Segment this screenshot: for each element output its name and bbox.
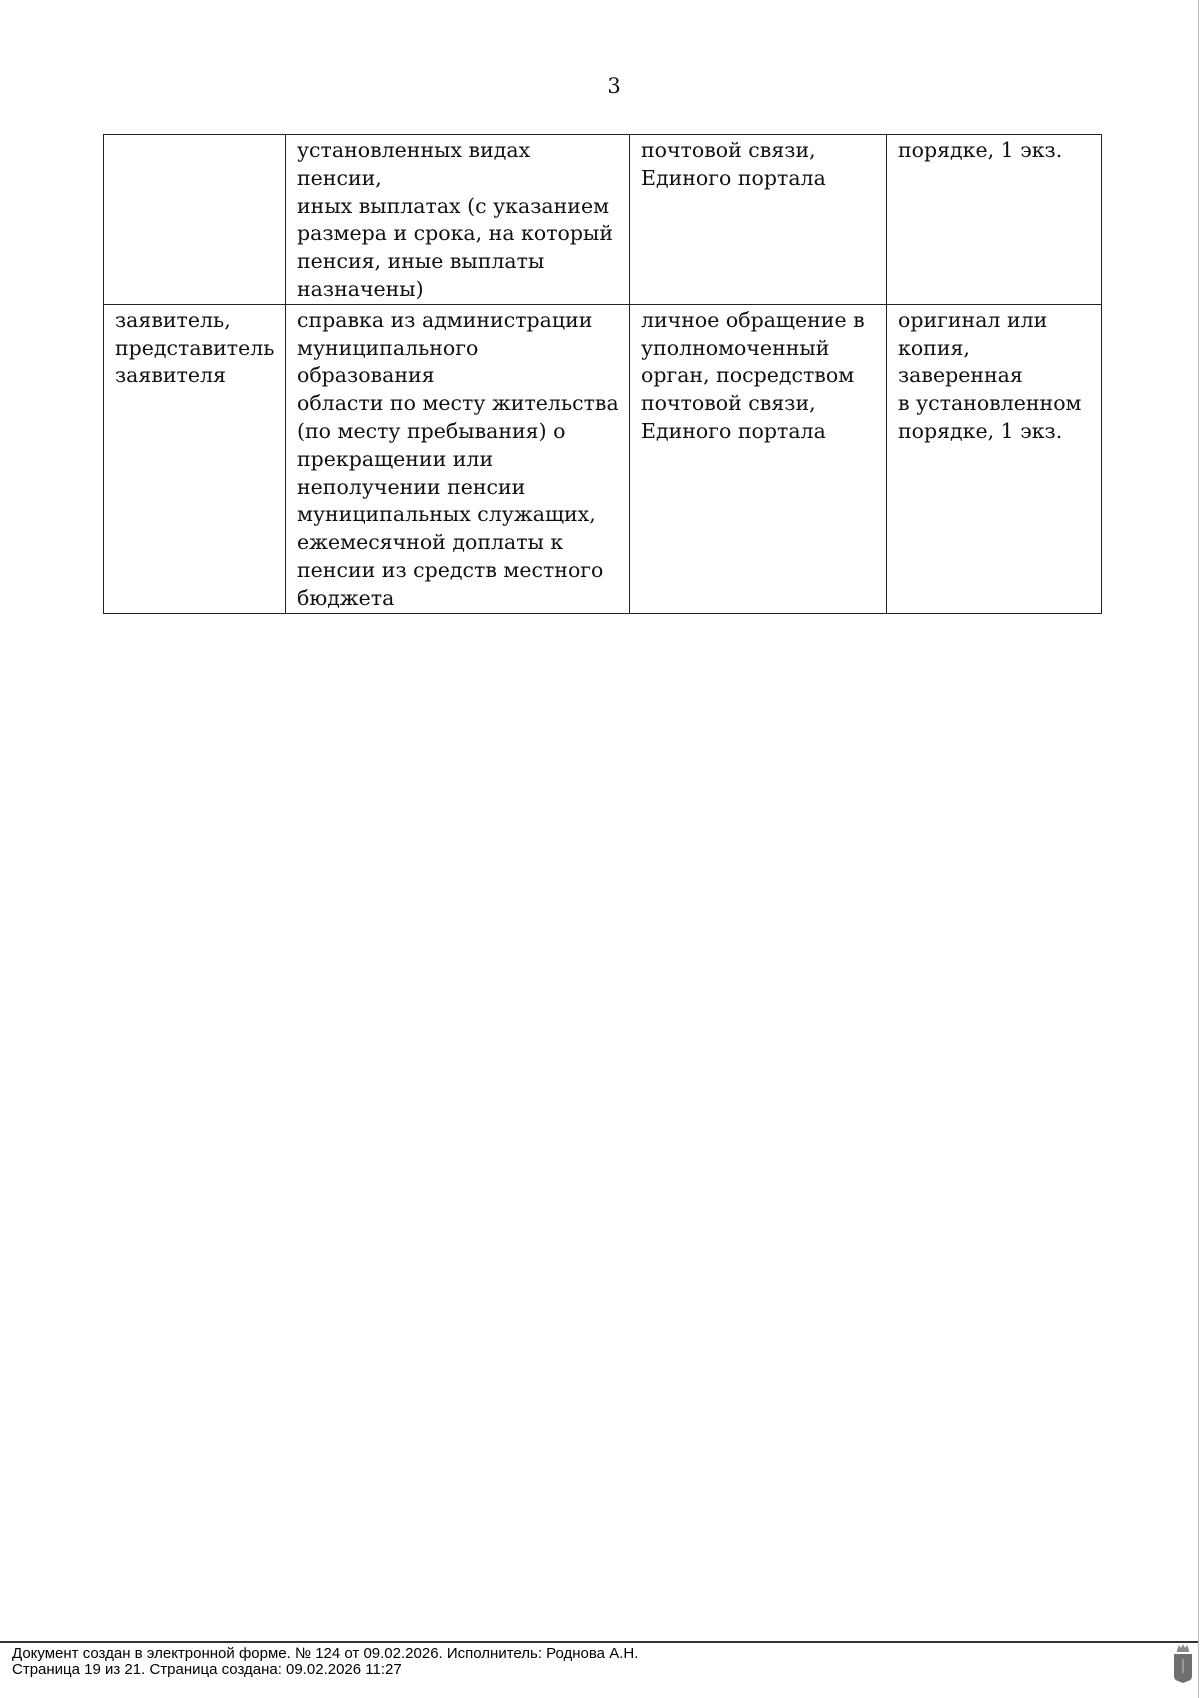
document-footer [12, 1646, 638, 1678]
applicant-cell: заявитель, представитель заявителя [104, 304, 286, 613]
table-row [104, 135, 1102, 305]
applicant-cell [104, 135, 286, 305]
document-cell: установленных видах пенсии, иных выплатах (с указанием размера и срока, на который пенсия, иные выплаты назначены) [286, 135, 630, 305]
documents-table [103, 134, 1102, 614]
footer-divider [0, 1641, 1198, 1643]
table-row [104, 304, 1102, 613]
page-edge [1198, 0, 1199, 1698]
submission-method-cell: почтовой связи, Единого портала [630, 135, 887, 305]
document-form-cell: порядке, 1 экз. [887, 135, 1102, 305]
submission-method-cell: личное обращение в уполномоченный орган, посредством почтовой связи, Единого портала [630, 304, 887, 613]
footer-document-info: Документ создан в электронной форме. № 124 от 09.02.2026. Исполнитель: Роднова А.Н. [12, 1645, 639, 1662]
document-cell: справка из администрации муниципального образования области по месту жительства (по месту пребывания) о прекращении или неполучении пенсии муниципальных служащих, ежемесячной доплаты к пенсии из средств местного бюджета [286, 304, 630, 613]
page-number: 3 [607, 74, 621, 98]
footer-page-info: Страница 19 из 21. Страница создана: 09.02.2026 11:27 [12, 1661, 402, 1678]
coat-of-arms-icon [1172, 1643, 1194, 1683]
document-form-cell: оригинал или копия, заверенная в установленном порядке, 1 экз. [887, 304, 1102, 613]
